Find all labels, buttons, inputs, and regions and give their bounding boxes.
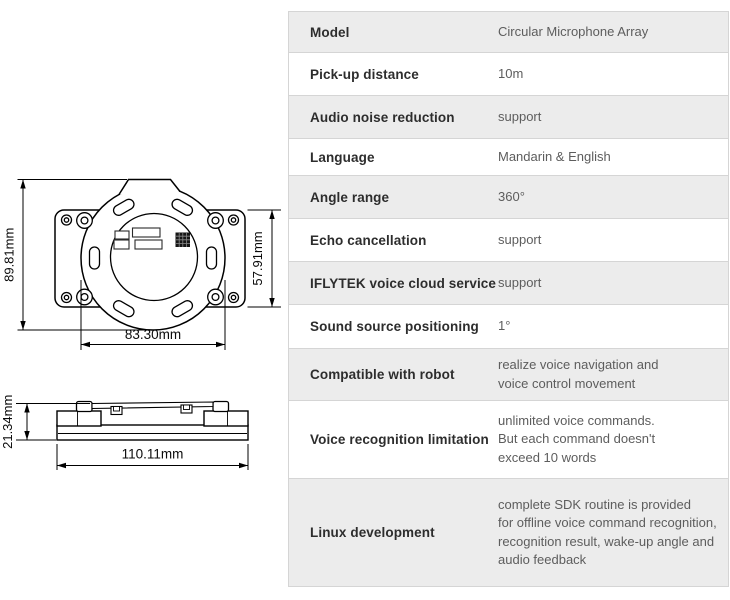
top-view-drawing <box>2 180 282 351</box>
spec-label: Sound source positioning <box>310 319 479 334</box>
spec-label: Pick-up distance <box>310 66 419 82</box>
spec-label: IFLYTEK voice cloud service <box>310 275 497 291</box>
spec-value-line: complete SDK routine is provided <box>498 496 691 512</box>
dim-plate-height-label: 57.91mm <box>250 231 265 286</box>
left-end-block <box>57 411 101 426</box>
spec-row <box>289 12 728 53</box>
spec-label: Voice recognition limitation <box>310 432 489 447</box>
dim-side-height-label: 21.34mm <box>0 394 15 449</box>
spec-row <box>289 96 728 139</box>
spec-row <box>289 305 728 349</box>
spec-label: Language <box>310 149 375 165</box>
spec-value-line: realize voice navigation and <box>498 357 659 372</box>
spec-value-line: recognition result, wake-up angle and <box>498 533 715 549</box>
spec-value-line: support <box>498 108 542 124</box>
spec-row <box>289 349 728 401</box>
spec-row <box>289 219 728 262</box>
spec-value-line: Circular Microphone Array <box>498 23 649 39</box>
dim-body-width-label: 83.30mm <box>124 327 182 342</box>
spec-value-line: unlimited voice commands. <box>498 412 655 428</box>
spec-row <box>289 53 728 96</box>
spec-value-line: support <box>498 231 542 247</box>
base-bar <box>57 425 248 440</box>
spec-value <box>498 356 728 393</box>
spec-value <box>498 188 728 207</box>
spec-value <box>498 317 728 336</box>
spec-label: Echo cancellation <box>310 232 427 248</box>
spec-label: Angle range <box>310 189 390 205</box>
spec-value <box>498 148 728 167</box>
spec-value-line: But each command doesn't <box>498 431 656 447</box>
spec-value-line: 1° <box>498 318 511 334</box>
spec-value-line: 360° <box>498 188 525 204</box>
spec-value <box>498 496 728 570</box>
spec-value <box>498 231 728 250</box>
spec-value-line: support <box>498 274 542 290</box>
spec-value <box>498 274 728 293</box>
spec-value-line: exceed 10 words <box>498 449 597 465</box>
spec-value <box>498 65 728 84</box>
spec-label: Compatible with robot <box>310 367 455 382</box>
side-view-drawing <box>0 395 248 470</box>
spec-value-line: audio feedback <box>498 552 587 567</box>
spec-row <box>289 139 728 176</box>
spec-value <box>498 23 728 42</box>
spec-value-line: for offline voice command recognition, <box>498 515 717 530</box>
technical-drawings <box>0 0 288 600</box>
spec-value-line: voice control movement <box>498 375 636 391</box>
spec-value-line: Mandarin & English <box>498 148 611 164</box>
dim-side-width-label: 110.11mm <box>121 446 184 462</box>
spec-row <box>289 401 728 479</box>
spec-row <box>289 479 728 586</box>
spec-label: Model <box>310 24 350 40</box>
pcb-plate <box>92 402 213 409</box>
spec-row <box>289 262 728 305</box>
right-end-block <box>204 411 248 426</box>
dim-overall-height-label: 89.81mm <box>1 227 17 282</box>
chip <box>176 233 191 248</box>
spec-label: Audio noise reduction <box>310 109 455 125</box>
spec-value <box>498 108 728 127</box>
spec-label: Linux development <box>310 525 435 540</box>
spec-value-line: 10m <box>498 65 524 81</box>
spec-value <box>498 412 728 468</box>
spec-table <box>288 11 729 587</box>
inner-circle <box>111 214 198 301</box>
spec-row <box>289 176 728 219</box>
